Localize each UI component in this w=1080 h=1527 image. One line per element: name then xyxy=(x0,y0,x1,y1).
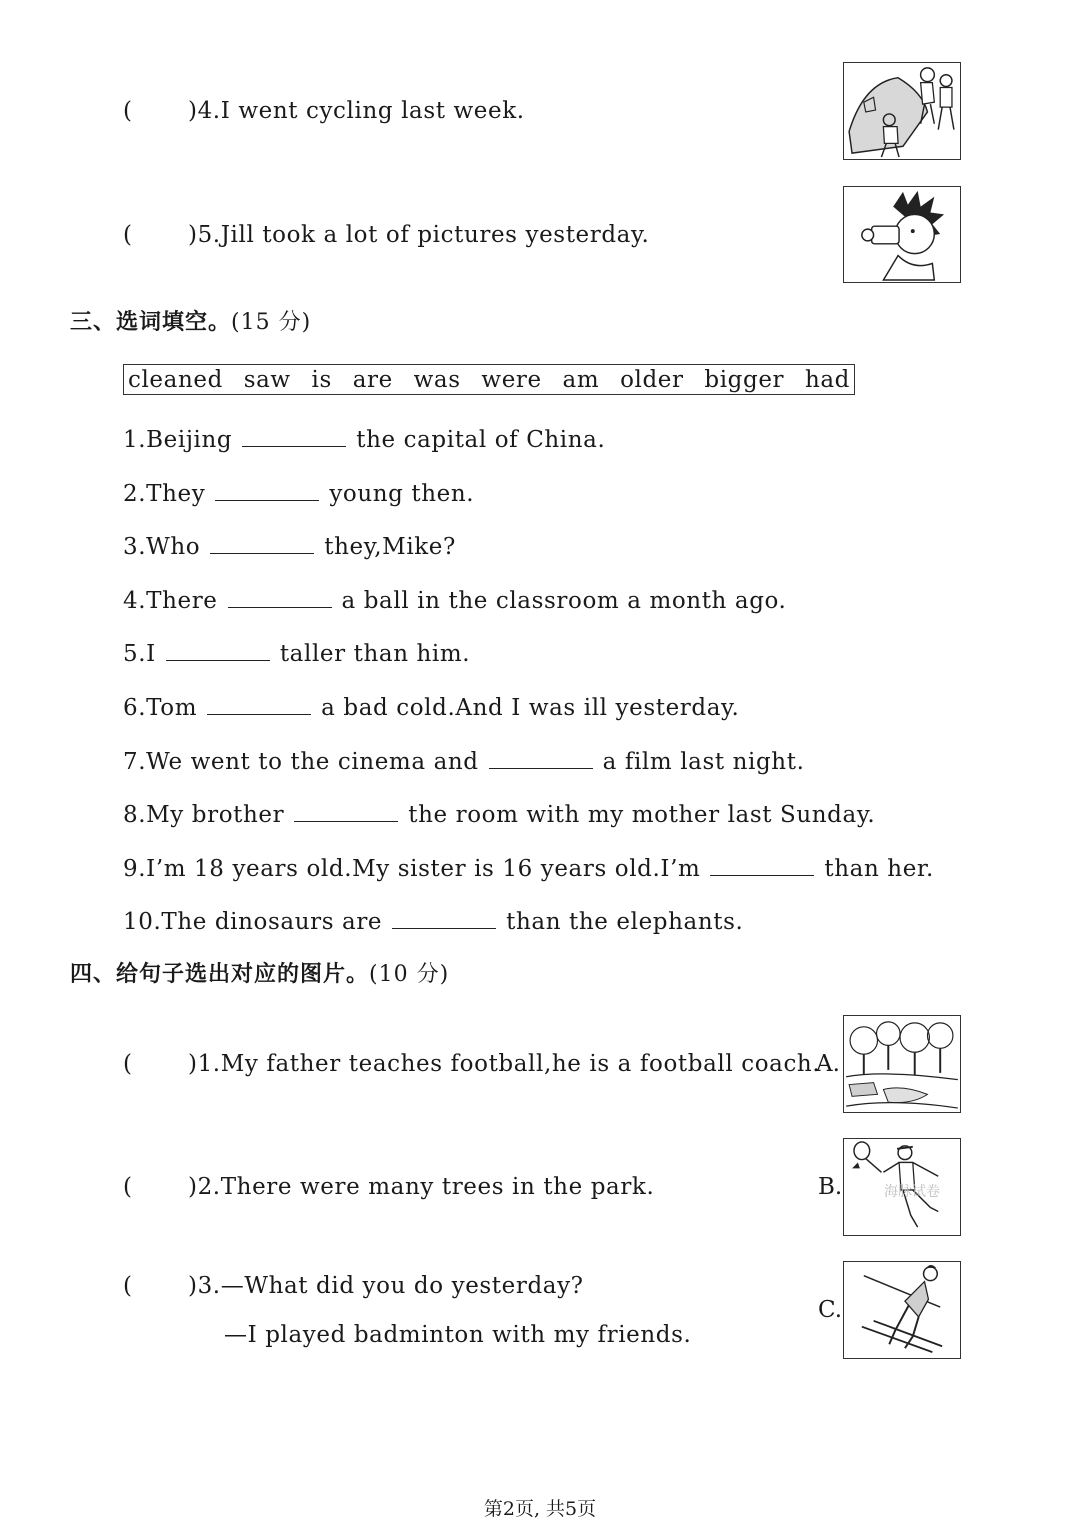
answer-blank[interactable] xyxy=(210,552,314,554)
answer-paren-open: ( xyxy=(123,1051,132,1077)
word-bank-word: am xyxy=(562,366,600,393)
answer-paren-close: ) xyxy=(188,98,198,124)
question-text xyxy=(188,1053,820,1076)
item-pre-text: 9.I’m 18 years old.My sister is 16 years old.I’m xyxy=(123,856,701,882)
answer-paren-close: ) xyxy=(188,1051,198,1077)
answer-paren-open: ( xyxy=(123,1273,132,1299)
fill-blank-item xyxy=(123,804,875,827)
option-letter: A. xyxy=(816,1051,840,1077)
word-bank-word: bigger xyxy=(704,366,785,393)
answer-paren-open: ( xyxy=(123,1174,132,1200)
fill-blank-item xyxy=(123,697,739,720)
skier-illustration xyxy=(844,1262,960,1358)
sentence-text-reply: —I played badminton with my friends. xyxy=(224,1322,692,1348)
fill-blank-item xyxy=(123,483,474,506)
option-letter: B. xyxy=(818,1174,843,1200)
item-post-text: a bad cold.And I was ill yesterday. xyxy=(321,695,740,721)
item-pre-text: 5.I xyxy=(123,641,156,667)
fill-blank-item xyxy=(123,751,804,774)
fill-blank-item xyxy=(123,643,470,666)
item-pre-text: 6.Tom xyxy=(123,695,198,721)
word-bank-word: had xyxy=(804,366,850,393)
answer-paren-close: ) xyxy=(188,1174,198,1200)
hiking-illustration xyxy=(844,63,960,159)
sentence-text: 2.There were many trees in the park. xyxy=(197,1174,655,1200)
watermark-text: 海脉试卷 xyxy=(884,1184,940,1200)
boy-with-camera-picture xyxy=(843,186,961,283)
question-text xyxy=(188,100,525,123)
answer-blank[interactable] xyxy=(392,927,496,929)
answer-blank[interactable] xyxy=(228,606,332,608)
word-bank-word: is xyxy=(311,366,332,393)
word-bank-word: older xyxy=(620,366,684,393)
answer-paren-close: ) xyxy=(188,222,198,248)
score-text: (10 分) xyxy=(369,962,450,987)
word-bank-word: was xyxy=(413,366,461,393)
word-bank-word: saw xyxy=(243,366,291,393)
item-post-text: young then. xyxy=(329,481,475,507)
score-text: (15 分) xyxy=(231,310,312,335)
item-post-text: the room with my mother last Sunday. xyxy=(408,802,876,828)
item-post-text: than her. xyxy=(824,856,934,882)
item-post-text: they,Mike? xyxy=(324,534,456,560)
sentence-text: 3.—What did you do yesterday? xyxy=(197,1273,584,1299)
item-post-text: the capital of China. xyxy=(356,427,606,453)
park-illustration xyxy=(844,1016,960,1112)
option-letter: C. xyxy=(818,1297,843,1323)
answer-blank[interactable] xyxy=(489,767,593,769)
answer-paren-close: ) xyxy=(188,1273,198,1299)
fill-blank-item xyxy=(123,429,605,452)
badminton-player-picture xyxy=(843,1138,961,1236)
camera-boy-illustration xyxy=(844,187,960,282)
item-pre-text: 8.My brother xyxy=(123,802,285,828)
park-trees-picture xyxy=(843,1015,961,1113)
word-bank-word: cleaned xyxy=(128,366,223,393)
hiking-kids-picture xyxy=(843,62,961,160)
sentence-text: 4.I went cycling last week. xyxy=(197,98,525,124)
section-heading xyxy=(70,964,449,986)
item-pre-text: 4.There xyxy=(123,588,218,614)
sentence-text: 1.My father teaches football,he is a football coach. xyxy=(197,1051,821,1077)
word-bank-word: were xyxy=(481,366,542,393)
item-post-text: taller than him. xyxy=(279,641,471,667)
fill-blank-item xyxy=(123,590,786,613)
item-pre-text: 2.They xyxy=(123,481,206,507)
fill-blank-item xyxy=(123,858,934,881)
fill-blank-item xyxy=(123,536,456,559)
question-text xyxy=(188,1176,654,1199)
section-heading xyxy=(70,312,311,334)
answer-blank[interactable] xyxy=(166,659,270,661)
item-post-text: a ball in the classroom a month ago. xyxy=(341,588,787,614)
heading-text: 三、选词填空。 xyxy=(70,310,232,335)
question-text xyxy=(188,224,649,247)
item-pre-text: 10.The dinosaurs are xyxy=(123,909,383,935)
answer-blank[interactable] xyxy=(207,713,311,715)
fill-blank-item xyxy=(123,911,743,934)
skier-picture xyxy=(843,1261,961,1359)
answer-blank[interactable] xyxy=(710,874,814,876)
word-bank-word: are xyxy=(352,366,393,393)
answer-blank[interactable] xyxy=(242,445,346,447)
item-post-text: a film last night. xyxy=(602,749,805,775)
word-bank xyxy=(123,364,855,395)
page-number: 第2页, 共5页 xyxy=(483,1498,597,1520)
answer-paren-open: ( xyxy=(123,222,132,248)
question-text xyxy=(188,1275,584,1298)
item-pre-text: 3.Who xyxy=(123,534,201,560)
item-pre-text: 1.Beijing xyxy=(123,427,233,453)
heading-text: 四、给句子选出对应的图片。 xyxy=(70,962,370,987)
sentence-text: 5.Jill took a lot of pictures yesterday. xyxy=(197,222,650,248)
answer-blank[interactable] xyxy=(215,499,319,501)
answer-blank[interactable] xyxy=(294,820,398,822)
item-post-text: than the elephants. xyxy=(506,909,744,935)
answer-paren-open: ( xyxy=(123,98,132,124)
item-pre-text: 7.We went to the cinema and xyxy=(123,749,479,775)
